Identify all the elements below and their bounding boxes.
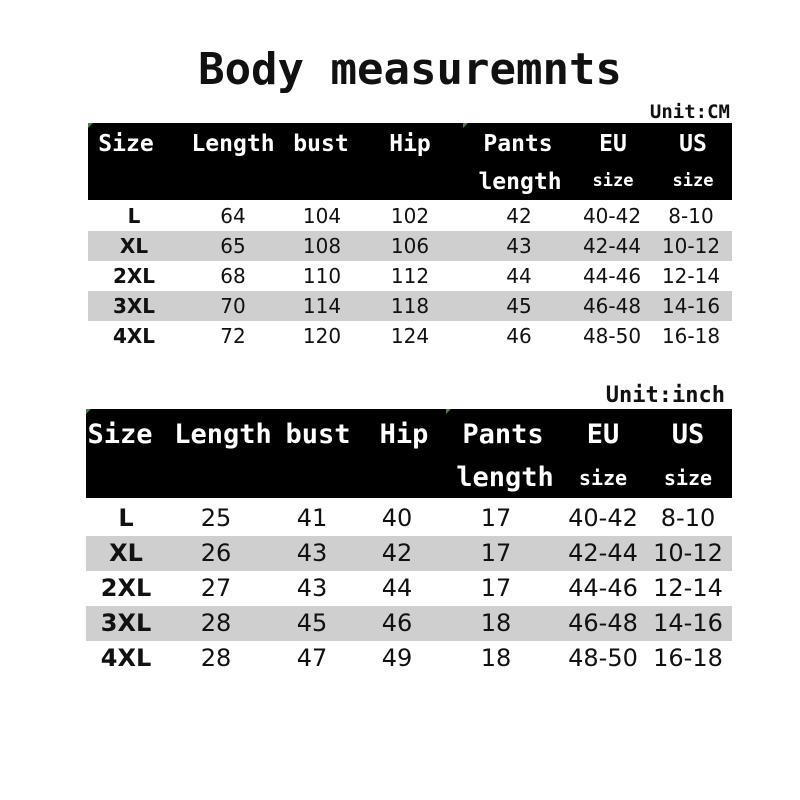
cell-us: 14-16 [653, 609, 723, 637]
header-bust: bust [285, 419, 351, 450]
table-row [88, 261, 732, 291]
page-title: Body measuremnts [198, 44, 622, 95]
cell-us: 8-10 [660, 504, 716, 532]
cell-pants: 18 [480, 609, 512, 637]
table-row [86, 536, 732, 571]
header-size: Size [98, 131, 154, 157]
cell-bust: 41 [296, 504, 328, 532]
cell-pants: 18 [480, 644, 512, 672]
table-row [88, 201, 732, 231]
cell-hip: 46 [381, 609, 413, 637]
cell-eu: 48-50 [582, 324, 642, 348]
cell-size: 2XL [112, 264, 156, 288]
table-row [86, 571, 732, 606]
cell-hip: 44 [381, 574, 413, 602]
header-eu: EU [599, 131, 627, 157]
header-length: Length [174, 419, 272, 450]
cell-eu: 42-44 [568, 539, 638, 567]
cell-size: 4XL [100, 644, 152, 672]
cell-us: 8-10 [668, 204, 714, 228]
cell-size: 3XL [112, 294, 156, 318]
header-hip: Hip [379, 419, 429, 450]
cell-bust: 47 [296, 644, 328, 672]
cell-bust: 114 [302, 294, 342, 318]
header-size: Size [87, 419, 153, 450]
cell-length: 72 [220, 324, 246, 348]
cell-bust: 108 [302, 234, 342, 258]
cell-pants: 42 [506, 204, 532, 228]
corner-mark [446, 409, 451, 414]
unit-label-inch: Unit:inch [605, 383, 725, 408]
cell-size: 4XL [112, 324, 156, 348]
cell-us: 14-16 [661, 294, 721, 318]
table-row [88, 231, 732, 261]
cell-length: 28 [200, 644, 232, 672]
cell-hip: 49 [381, 644, 413, 672]
cell-eu: 48-50 [568, 644, 638, 672]
cell-eu: 40-42 [568, 504, 638, 532]
cell-bust: 104 [302, 204, 342, 228]
cell-bust: 120 [302, 324, 342, 348]
cell-size: 2XL [100, 574, 152, 602]
header-bust: bust [293, 131, 349, 157]
header-eu: EU [586, 419, 620, 450]
cell-pants: 44 [506, 264, 532, 288]
cell-eu: 42-44 [582, 234, 642, 258]
cell-hip: 102 [390, 204, 430, 228]
table-row [86, 501, 732, 536]
table-row [88, 291, 732, 321]
cell-pants: 45 [506, 294, 532, 318]
cell-pants: 17 [480, 539, 512, 567]
cell-hip: 42 [381, 539, 413, 567]
cell-length: 27 [200, 574, 232, 602]
cell-length: 70 [220, 294, 246, 318]
cell-us: 10-12 [653, 539, 723, 567]
corner-mark [86, 409, 91, 414]
cell-length: 65 [220, 234, 246, 258]
cell-us: 16-18 [653, 644, 723, 672]
cell-length: 28 [200, 609, 232, 637]
cell-size: L [118, 504, 134, 532]
cell-hip: 106 [390, 234, 430, 258]
cell-bust: 110 [302, 264, 342, 288]
cell-hip: 118 [390, 294, 430, 318]
corner-mark [88, 123, 93, 128]
cell-eu: 46-48 [568, 609, 638, 637]
cell-pants: 17 [480, 574, 512, 602]
cell-us: 12-14 [653, 574, 723, 602]
header-pants-sub: length [456, 462, 554, 493]
table-row [88, 321, 732, 351]
cell-size: XL [109, 539, 143, 567]
cell-eu: 44-46 [568, 574, 638, 602]
cell-us: 16-18 [661, 324, 721, 348]
cell-length: 64 [220, 204, 246, 228]
cell-pants: 43 [506, 234, 532, 258]
cell-length: 68 [220, 264, 246, 288]
cell-length: 26 [200, 539, 232, 567]
header-eu-sub: size [592, 171, 634, 191]
header-us-sub: size [672, 171, 714, 191]
table-row [86, 641, 732, 676]
cell-hip: 112 [390, 264, 430, 288]
cell-hip: 124 [390, 324, 430, 348]
header-hip: Hip [389, 131, 431, 157]
header-length: Length [191, 131, 275, 157]
header-pants: Pants [483, 131, 553, 157]
header-pants: Pants [462, 419, 544, 450]
header-us-sub: size [663, 466, 713, 490]
table-inch-header [86, 409, 732, 498]
cell-size: 3XL [100, 609, 152, 637]
corner-mark [463, 123, 468, 128]
cell-size: XL [119, 234, 149, 258]
cell-bust: 43 [296, 574, 328, 602]
cell-eu: 46-48 [582, 294, 642, 318]
cell-bust: 43 [296, 539, 328, 567]
header-us: US [671, 419, 705, 450]
cell-eu: 44-46 [582, 264, 642, 288]
header-pants-sub: length [478, 169, 562, 195]
cell-eu: 40-42 [582, 204, 642, 228]
header-eu-sub: size [578, 466, 628, 490]
cell-us: 12-14 [661, 264, 721, 288]
cell-length: 25 [200, 504, 232, 532]
header-us: US [679, 131, 707, 157]
table-row [86, 606, 732, 641]
cell-us: 10-12 [661, 234, 721, 258]
cell-size: L [127, 204, 141, 228]
cell-pants: 46 [506, 324, 532, 348]
cell-hip: 40 [381, 504, 413, 532]
table-cm-header [88, 123, 732, 200]
cell-bust: 45 [296, 609, 328, 637]
unit-label-cm: Unit:CM [649, 101, 730, 123]
cell-pants: 17 [480, 504, 512, 532]
